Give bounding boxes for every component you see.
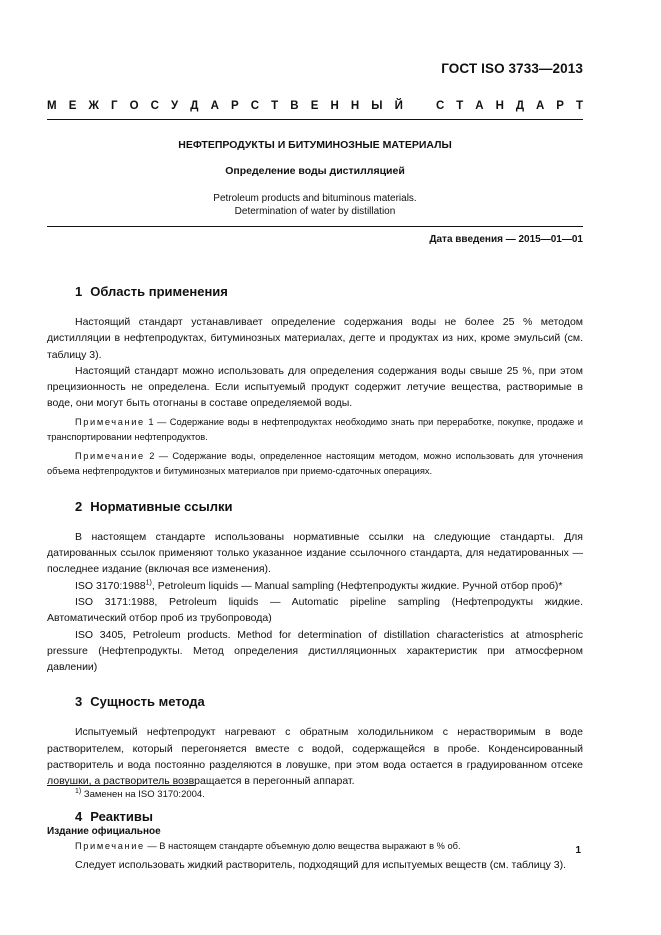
section-scope	[47, 282, 583, 480]
header-divider-top	[47, 119, 583, 120]
section-method-essence	[47, 692, 583, 789]
reference-iso-3170: ISO 3170:1988$^{1)}$, Petroleum liquids — Manual sampling (Нефтепродукты жидкие. Ручной отбор проб)*	[75, 579, 563, 592]
banner-word-standard: С Т А Н Д А Р Т	[436, 100, 583, 112]
footnote: $^{1)}$ Заменен на ISO 3170:2004.	[75, 787, 205, 800]
english-title-line-1: Petroleum products and bituminous materials.	[213, 193, 417, 204]
official-edition-label: Издание официальное	[47, 826, 161, 837]
paragraph: Испытуемый нефтепродукт нагревают с обратным холодильником с нерастворимым в воде растворителем, который перегоняется вместе с водой, содержащейся в пробе. Конденсированный растворитель и вода постоянно разделяются в ловушке, при этом вода остается в градуированном отсеке ловушки, а растворитель возвращается в перегонный аппарат.	[47, 726, 583, 788]
footnote-divider	[47, 785, 195, 786]
note-1: Примечание 1 — Содержание воды в нефтепродуктах необходимо знать при переработке, покупке, продаже и транспортировании нефтепродуктов.	[47, 416, 584, 443]
paragraph: В настоящем стандарте использованы нормативные ссылки на следующие стандарты. Для датированных ссылок применяют только указанное издание ссылочного стандарта, для недатированных — последнее издание (включая все изменения).	[47, 530, 583, 576]
section-heading: 2 Нормативные ссылки	[75, 498, 233, 514]
section-heading: 1 Область применения	[75, 284, 228, 299]
section-heading: 4 Реактивы	[75, 808, 153, 824]
reference-iso-3171: ISO 3171:1988, Petroleum liquids — Automatic pipeline sampling (Нефтепродукты жидкие. Автоматический отбор проб из трубопровода)	[47, 595, 583, 625]
english-title-line-2: Determination of water by distillation	[234, 206, 396, 217]
note: Примечание — В настоящем стандарте объемную долю вещества выражают в % об.	[75, 840, 461, 851]
footnote-marker: 1)	[145, 579, 152, 587]
banner-word-interstate: М Е Ж Г О С У Д А Р С Т В Е Н Н Ы Й	[47, 100, 403, 112]
document-code: ГОСТ ISO 3733—2013	[441, 61, 583, 76]
page-number: 1	[575, 845, 581, 856]
section-reagents	[47, 807, 583, 874]
paragraph: Настоящий стандарт устанавливает определение содержания воды не более 25 % методом дистилляции в нефтепродуктах, битуминозных материалах, дегте и продуктах из них, кроме эмульсий (см. таблицу 3).	[47, 316, 583, 361]
header-divider-bottom	[47, 226, 583, 227]
sub-title: Определение воды дистилляцией	[225, 165, 405, 177]
effective-date: Дата введения — 2015—01—01	[429, 234, 583, 245]
section-heading: 3 Сущность метода	[75, 694, 205, 710]
paragraph: Следует использовать жидкий растворитель, подходящий для испытуемых веществ (см. таблицу 3).	[75, 859, 567, 872]
english-title	[47, 192, 583, 218]
section-normative-references	[47, 497, 583, 676]
note-2: Примечание 2 — Содержание воды, определенное настоящим методом, можно использовать для уточнения объема нефтепродуктов и битуминозных материалов при приемо-сдаточных операциях.	[47, 450, 583, 477]
standard-banner	[47, 100, 583, 112]
reference-iso-3405: ISO 3405, Petroleum products. Method for determination of distillation characteristics at atmospheric pressure (Нефтепродукты. Метод определения дистилляционных характеристик при атмосферном давлении)	[47, 628, 583, 674]
paragraph: Настоящий стандарт можно использовать для определения содержания воды свыше 25 %, при этом прецизионность не определена. Если испытуемый продукт содержит летучие вещества, растворимые в воде, они могут быть отогнаны в составе определяемой воды.	[47, 364, 583, 410]
main-title: НЕФТЕПРОДУКТЫ И БИТУМИНОЗНЫЕ МАТЕРИАЛЫ	[178, 139, 452, 151]
